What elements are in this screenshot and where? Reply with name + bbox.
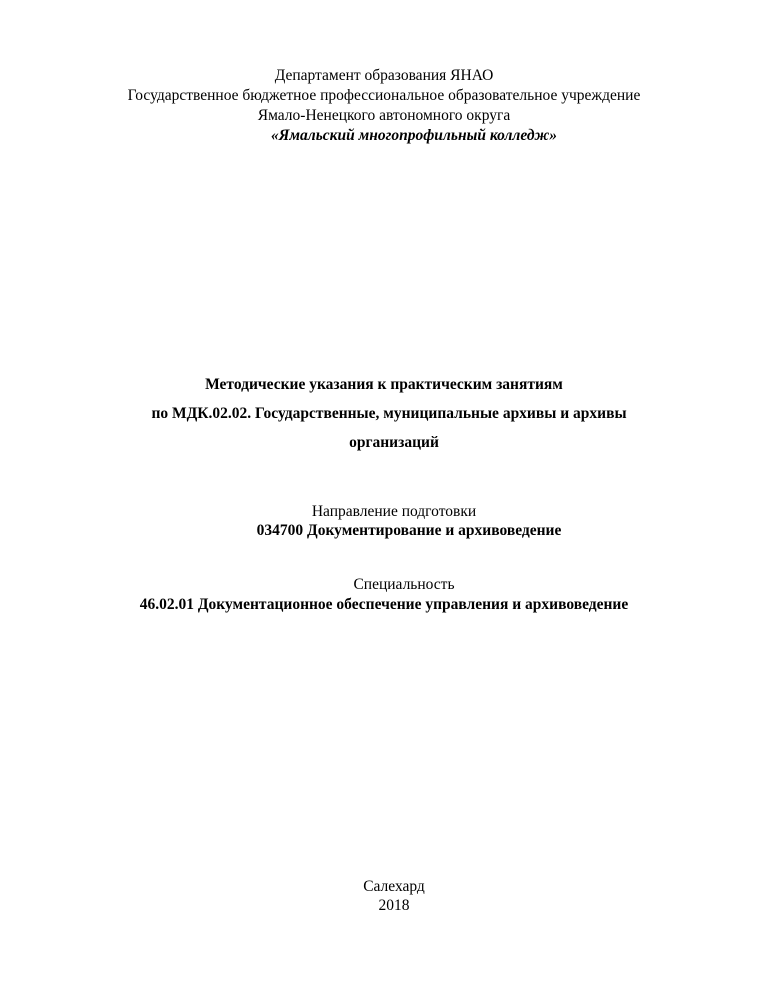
city-name: Салехард [363,878,425,895]
document-title-line2: по МДК.02.02. Государственные, муниципальные архивы и архивы [151,405,627,422]
specialty-value: 46.02.01 Документационное обеспечение управления и архивоведение [139,596,629,613]
institution-name-line1: Государственное бюджетное профессиональное образовательное учреждение [127,87,641,104]
document-title-line1: Методические указания к практическим занятиям [205,376,563,393]
document-title-line3: организаций [349,434,439,451]
publication-year: 2018 [378,897,410,914]
college-name: «Ямальский многопрофильный колледж» [270,127,558,144]
specialty-label: Специальность [353,576,455,593]
direction-label: Направление подготовки [311,503,477,520]
institution-name-line2: Ямало-Ненецкого автономного округа [257,107,511,124]
direction-value: 034700 Документирование и архивоведение [256,522,562,539]
department-name: Департамент образования ЯНАО [274,67,494,84]
